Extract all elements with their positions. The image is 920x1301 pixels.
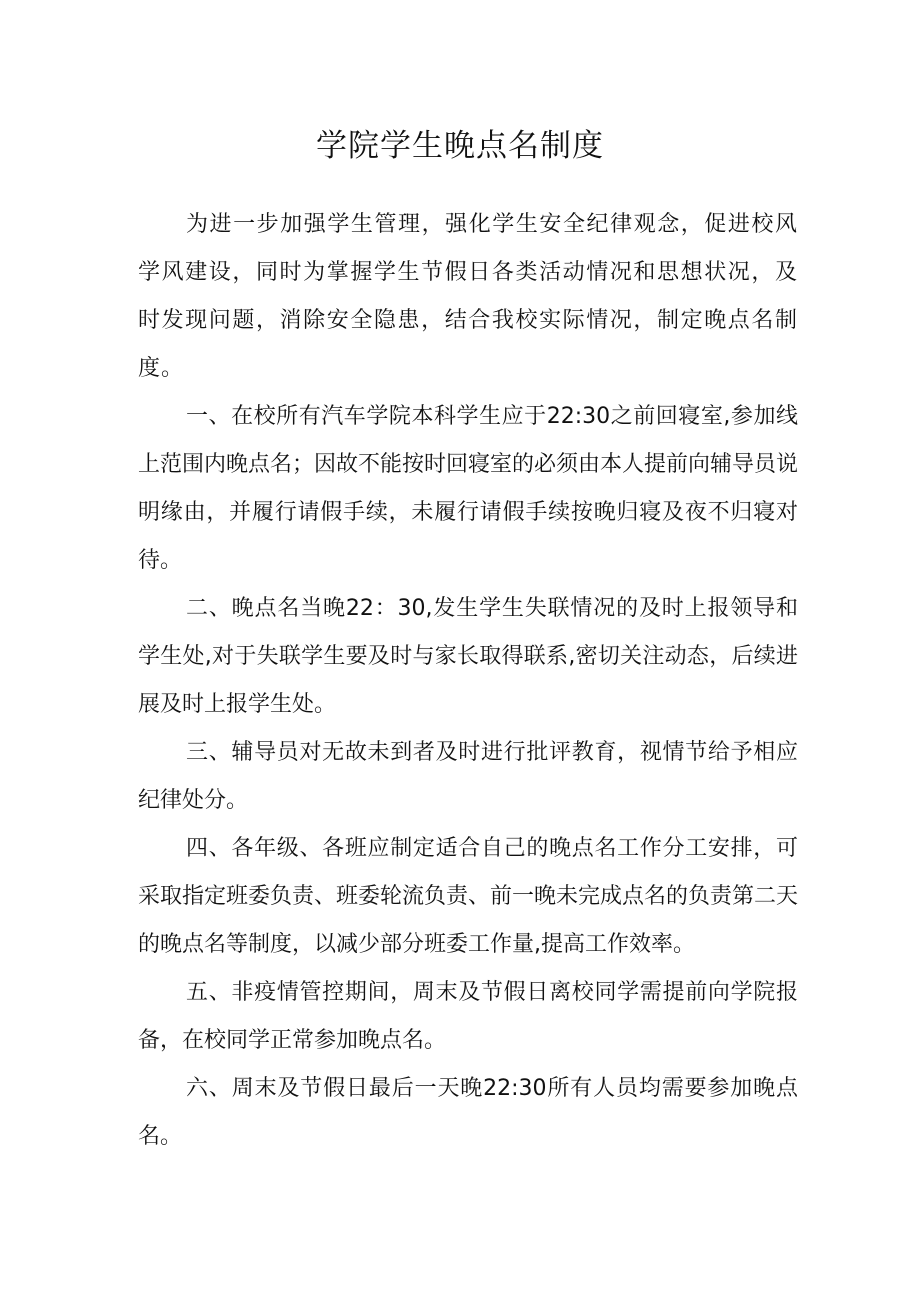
intro-paragraph: 为进一步加强学生管理，强化学生安全纪律观念，促进校风学风建设，同时为掌握学生节假日各类活动情况和思想状况，及时发现问题，消除安全隐患，结合我校实际情况，制定晚点名制度。 <box>138 212 798 381</box>
rule-paragraph-1: 一、在校所有汽车学院本科学生应于22:30之前回寝室,参加线上范围内晚点名；因故不能按时回寝室的必须由本人提前向辅导员说明缘由，并履行请假手续，未履行请假手续按晚归寝及夜不归寝对待。 <box>138 404 799 573</box>
rule-paragraph-6: 六、周末及节假日最后一天晚22:30所有人员均需要参加晚点名。 <box>138 1076 798 1149</box>
document-title: 学院学生晚点名制度 <box>316 128 604 164</box>
rule-paragraph-5: 五、非疫情管控期间，周末及节假日离校同学需提前向学院报备，在校同学正常参加晚点名。 <box>138 980 798 1053</box>
rule-paragraph-2: 二、晚点名当晚22：30,发生学生失联情况的及时上报领导和学生处,对于失联学生要及时与家长取得联系,密切关注动态，后续进展及时上报学生处。 <box>138 596 798 717</box>
rule-paragraph-3: 三、辅导员对无故未到者及时进行批评教育，视情节给予相应纪律处分。 <box>138 740 798 813</box>
rule-paragraph-4: 四、各年级、各班应制定适合自己的晚点名工作分工安排，可采取指定班委负责、班委轮流负责、前一晚未完成点名的负责第二天的晚点名等制度，以减少部分班委工作量,提高工作效率。 <box>138 836 799 957</box>
